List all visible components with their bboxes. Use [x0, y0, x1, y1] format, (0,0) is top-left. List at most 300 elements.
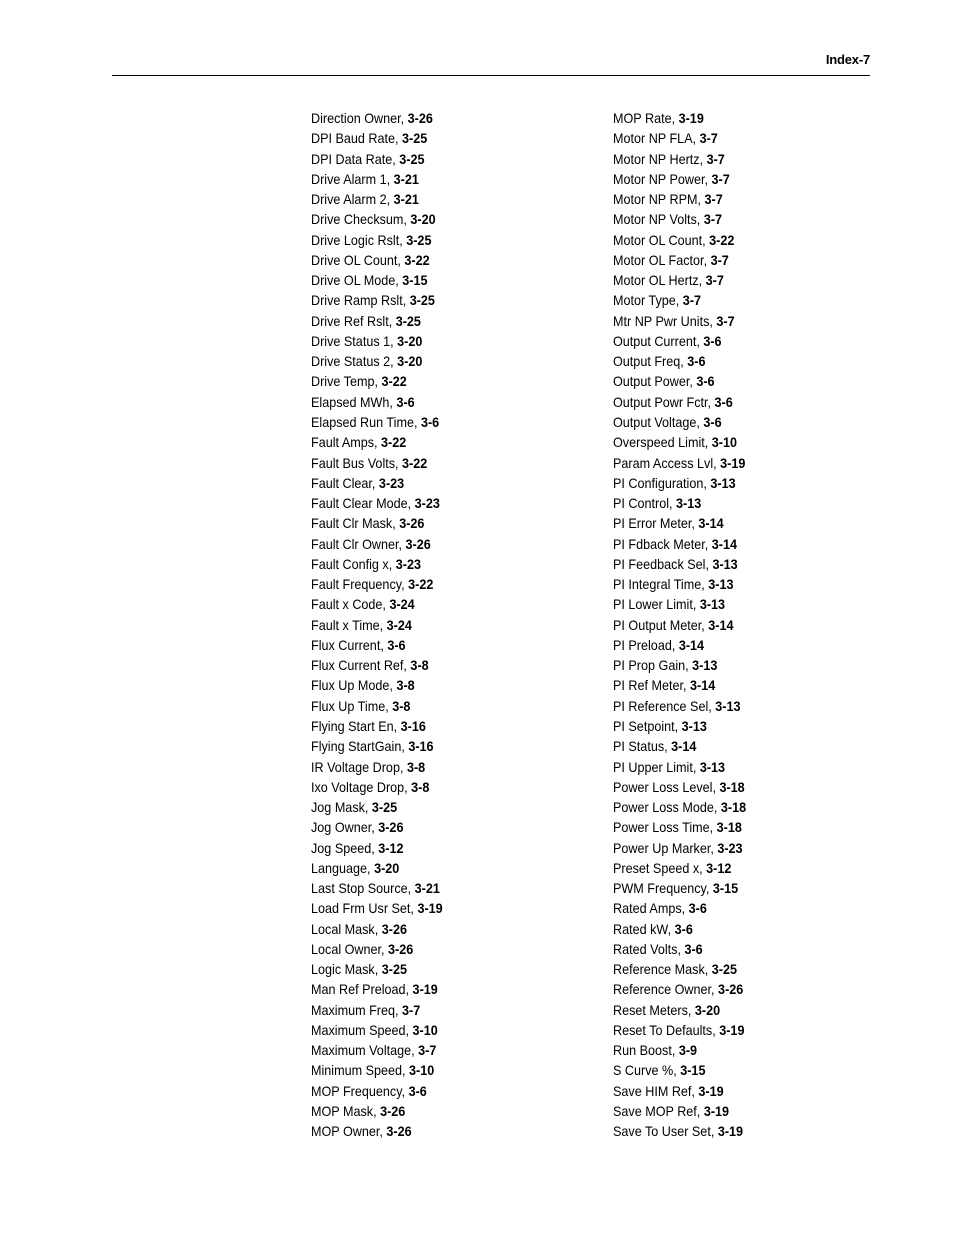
- index-term: Fault Amps,: [311, 434, 382, 451]
- index-term: Local Mask,: [311, 920, 382, 937]
- index-page-ref: 3-7: [402, 1001, 421, 1018]
- index-page-ref: 3-6: [703, 413, 722, 430]
- index-entry: [311, 1101, 443, 1121]
- index-entry: [613, 331, 746, 351]
- index-term: Local Owner,: [311, 940, 389, 957]
- index-term: Flux Up Mode,: [311, 677, 397, 694]
- index-entry: [613, 1020, 746, 1040]
- index-page-ref: 3-21: [414, 880, 440, 897]
- index-page-ref: 3-22: [709, 231, 735, 248]
- index-page-ref: 3-25: [406, 231, 432, 248]
- index-page-ref: 3-19: [703, 1103, 730, 1120]
- index-term: PI Prop Gain,: [613, 657, 693, 674]
- index-page-ref: 3-19: [412, 981, 438, 998]
- index-term: Preset Speed x,: [613, 859, 707, 876]
- index-entry: [311, 270, 443, 290]
- index-term: Direction Owner,: [311, 110, 408, 126]
- index-entry: [311, 311, 443, 331]
- index-page-ref: 3-9: [678, 1042, 698, 1059]
- index-entry: [613, 675, 746, 695]
- index-page-ref: 3-7: [699, 130, 718, 147]
- index-entry: [613, 189, 746, 209]
- index-term: Output Current,: [613, 332, 704, 349]
- index-term: Drive Ref Rslt,: [311, 312, 396, 329]
- index-term: Elapsed MWh,: [311, 393, 397, 410]
- index-term: Output Power,: [613, 373, 697, 390]
- index-page-ref: 3-18: [719, 778, 745, 795]
- index-term: PI Error Meter,: [613, 515, 699, 532]
- index-entry: [311, 230, 443, 250]
- index-entry: [613, 412, 746, 432]
- index-term: Motor NP Volts,: [613, 211, 704, 228]
- index-term: PI Integral Time,: [613, 576, 709, 593]
- index-page-ref: 3-7: [705, 272, 724, 289]
- index-page-ref: 3-8: [392, 697, 411, 714]
- index-entry: [311, 675, 443, 695]
- index-page-ref: 3-22: [381, 434, 407, 451]
- index-page-ref: 3-8: [406, 758, 426, 775]
- index-entry: [311, 716, 443, 736]
- index-term: S Curve %,: [613, 1062, 681, 1079]
- index-entry: [613, 817, 746, 837]
- index-page-ref: 3-19: [698, 1082, 724, 1099]
- index-page-ref: 3-22: [404, 251, 430, 268]
- index-page-ref: 3-22: [408, 576, 434, 593]
- index-page-ref: 3-6: [684, 940, 703, 957]
- index-page-ref: 3-13: [681, 717, 707, 734]
- index-page-ref: 3-6: [420, 413, 440, 430]
- index-page-ref: 3-15: [712, 880, 739, 897]
- index-page-ref: 3-26: [718, 981, 744, 998]
- index-entry: [311, 1020, 443, 1040]
- index-term: Motor OL Hertz,: [613, 272, 706, 289]
- index-term: Elapsed Run Time,: [311, 413, 421, 430]
- index-term: Power Loss Mode,: [613, 799, 721, 816]
- index-page-ref: 3-13: [699, 758, 726, 775]
- index-entry: [311, 412, 443, 432]
- index-term: Fault Frequency,: [311, 576, 409, 593]
- index-entry: [311, 655, 443, 675]
- index-entry: [311, 209, 443, 229]
- index-term: Drive Status 1,: [311, 332, 398, 349]
- index-page-ref: 3-26: [405, 535, 431, 552]
- index-page-ref: 3-20: [397, 353, 423, 370]
- index-term: Motor OL Factor,: [613, 251, 711, 268]
- index-entry: [613, 615, 746, 635]
- index-entry: [311, 838, 443, 858]
- index-page-ref: 3-19: [417, 900, 443, 917]
- index-entry: [311, 858, 443, 878]
- index-page-ref: 3-6: [696, 373, 715, 390]
- index-term: Drive Status 2,: [311, 353, 398, 370]
- index-entry: [311, 797, 443, 817]
- index-page-ref: 3-13: [676, 495, 702, 512]
- index-entry: [311, 1040, 443, 1060]
- index-entry: [311, 979, 443, 999]
- index-page-ref: 3-13: [710, 474, 736, 491]
- index-page-ref: 3-13: [715, 697, 741, 714]
- index-page-ref: 3-23: [414, 495, 440, 512]
- index-term: Save HIM Ref,: [613, 1082, 699, 1099]
- index-term: Drive OL Count,: [311, 251, 405, 268]
- index-term: PI Reference Sel,: [613, 697, 716, 714]
- index-term: Run Boost,: [613, 1042, 679, 1059]
- index-entry: [311, 615, 443, 635]
- index-term: Jog Owner,: [311, 819, 379, 836]
- index-page-ref: 3-13: [712, 555, 738, 572]
- index-entry: [613, 453, 746, 473]
- index-term: Flying StartGain,: [311, 738, 409, 755]
- index-entry: [311, 736, 443, 756]
- index-entry: [613, 230, 746, 250]
- index-page-ref: 3-26: [381, 920, 407, 937]
- index-page-ref: 3-23: [395, 555, 421, 572]
- index-entry: [311, 331, 443, 351]
- index-page-ref: 3-26: [407, 110, 433, 126]
- index-term: MOP Mask,: [311, 1103, 381, 1120]
- index-page-ref: 3-14: [690, 677, 716, 694]
- index-page-ref: 3-8: [396, 677, 415, 694]
- index-term: Fault Clear,: [311, 474, 379, 491]
- index-term: MOP Rate,: [613, 110, 679, 126]
- index-entry: [311, 959, 443, 979]
- index-entry: [613, 898, 746, 918]
- index-entry: [311, 594, 443, 614]
- index-entry: [311, 635, 443, 655]
- index-entry: [311, 149, 443, 169]
- index-page-ref: 3-23: [378, 474, 405, 491]
- index-page-ref: 3-20: [410, 211, 436, 228]
- index-entry: [311, 128, 443, 148]
- index-term: Power Up Marker,: [613, 839, 718, 856]
- index-term: Output Freq,: [613, 353, 688, 370]
- index-term: Motor NP Power,: [613, 170, 712, 187]
- index-entry: [311, 777, 443, 797]
- index-term: PI Feedback Sel,: [613, 555, 713, 572]
- index-term: Mtr NP Pwr Units,: [613, 312, 717, 329]
- index-term: Fault Bus Volts,: [311, 454, 403, 471]
- index-entry: [311, 574, 443, 594]
- index-term: Fault Clr Mask,: [311, 515, 400, 532]
- index-entry: [613, 1000, 746, 1020]
- index-term: PI Fdback Meter,: [613, 535, 712, 552]
- index-page-ref: 3-6: [396, 393, 415, 410]
- index-term: IR Voltage Drop,: [311, 758, 407, 775]
- index-term: Rated Amps,: [613, 900, 689, 917]
- index-entry: [311, 757, 443, 777]
- index-term: PI Output Meter,: [613, 616, 709, 633]
- index-page-ref: 3-8: [410, 657, 429, 674]
- index-term: Fault Clr Owner,: [311, 535, 406, 552]
- index-page-ref: 3-14: [708, 616, 734, 633]
- index-page-ref: 3-7: [703, 211, 723, 228]
- index-entry: [613, 554, 746, 574]
- index-entry: [613, 696, 746, 716]
- index-page-ref: 3-7: [710, 251, 729, 268]
- index-entry: [613, 939, 746, 959]
- index-entry: [613, 371, 746, 391]
- index-term: Language,: [311, 859, 375, 876]
- index-page-ref: 3-7: [711, 170, 730, 187]
- index-term: Reset To Defaults,: [613, 1021, 720, 1038]
- index-page-ref: 3-15: [680, 1062, 706, 1079]
- index-entry: [311, 493, 443, 513]
- index-page-ref: 3-6: [688, 900, 707, 917]
- index-entry: [613, 290, 746, 310]
- index-term: Motor NP RPM,: [613, 191, 705, 208]
- index-page-ref: 3-7: [706, 150, 725, 167]
- index-entry: [613, 858, 746, 878]
- index-page-ref: 3-6: [674, 920, 693, 937]
- index-page-ref: 3-26: [378, 819, 404, 836]
- index-term: Ixo Voltage Drop,: [311, 778, 412, 795]
- index-term: Rated kW,: [613, 920, 675, 937]
- index-page-ref: 3-26: [399, 515, 425, 532]
- index-term: Rated Volts,: [613, 940, 685, 957]
- index-page-ref: 3-21: [393, 191, 419, 208]
- index-term: Man Ref Preload,: [311, 981, 413, 998]
- index-term: PI Ref Meter,: [613, 677, 691, 694]
- index-page-ref: 3-12: [706, 859, 732, 876]
- index-page-ref: 3-25: [399, 150, 425, 167]
- index-entry: [613, 250, 746, 270]
- index-entry: [613, 270, 746, 290]
- index-term: Drive Temp,: [311, 373, 382, 390]
- index-term: Motor OL Count,: [613, 231, 710, 248]
- index-entry: [311, 878, 443, 898]
- index-page-ref: 3-20: [694, 1001, 721, 1018]
- index-term: Jog Mask,: [311, 799, 372, 816]
- index-page-ref: 3-6: [687, 353, 706, 370]
- index-page-ref: 3-20: [397, 332, 423, 349]
- index-entry: [311, 1081, 443, 1101]
- index-entry: [613, 594, 746, 614]
- index-page-ref: 3-22: [381, 373, 407, 390]
- index-entry: [613, 473, 746, 493]
- index-page-ref: 3-26: [388, 940, 414, 957]
- index-term: MOP Frequency,: [311, 1082, 409, 1099]
- index-term: Output Powr Fctr,: [613, 393, 715, 410]
- index-entry: [613, 655, 746, 675]
- index-entry: [613, 878, 746, 898]
- index-term: PI Control,: [613, 495, 677, 512]
- index-entry: [311, 189, 443, 209]
- index-entry: [613, 1040, 746, 1060]
- index-entry: [311, 1000, 443, 1020]
- index-entry: [613, 736, 746, 756]
- index-column-left: [311, 108, 457, 1142]
- index-page-ref: 3-13: [708, 576, 734, 593]
- index-entry: [613, 108, 746, 128]
- index-term: Flux Up Time,: [311, 697, 393, 714]
- index-term: PI Configuration,: [613, 474, 711, 491]
- index-entry: [311, 108, 443, 128]
- index-entry: [613, 838, 746, 858]
- index-term: Drive OL Mode,: [311, 272, 403, 289]
- index-column-right: [613, 108, 761, 1142]
- index-entry: [613, 797, 746, 817]
- index-term: Flux Current,: [311, 636, 388, 653]
- index-entry: [311, 534, 443, 554]
- index-page-ref: 3-26: [386, 1123, 412, 1140]
- index-entry: [613, 1121, 746, 1141]
- index-entry: [311, 939, 443, 959]
- page-label: Index-7: [825, 52, 870, 67]
- index-entry: [613, 635, 746, 655]
- index-page-ref: 3-19: [720, 454, 746, 471]
- index-entry: [311, 919, 443, 939]
- index-term: PI Preload,: [613, 636, 679, 653]
- index-term: Fault x Code,: [311, 596, 390, 613]
- index-entry: [311, 169, 443, 189]
- index-entry: [613, 574, 746, 594]
- index-term: Maximum Freq,: [311, 1001, 403, 1018]
- index-term: Drive Checksum,: [311, 211, 411, 228]
- index-page-ref: 3-16: [408, 738, 434, 755]
- index-page-ref: 3-19: [719, 1021, 745, 1038]
- index-entry: [613, 169, 746, 189]
- index-entry: [613, 716, 746, 736]
- index-page-ref: 3-6: [387, 636, 406, 653]
- index-entry: [613, 209, 746, 229]
- index-entry: [613, 392, 746, 412]
- index-page-ref: 3-7: [682, 292, 702, 309]
- index-term: PI Upper Limit,: [613, 758, 700, 775]
- index-term: Save To User Set,: [613, 1123, 718, 1140]
- index-entry: [613, 128, 746, 148]
- index-page-ref: 3-26: [380, 1103, 406, 1120]
- index-page-ref: 3-14: [698, 515, 724, 532]
- index-term: Logic Mask,: [311, 961, 382, 978]
- index-page-ref: 3-12: [378, 839, 404, 856]
- index-page-ref: 3-14: [671, 738, 697, 755]
- index-page-ref: 3-19: [678, 110, 704, 126]
- index-page-ref: 3-15: [402, 272, 428, 289]
- index-entry: [613, 351, 746, 371]
- index-term: Overspeed Limit,: [613, 434, 712, 451]
- index-page-ref: 3-7: [418, 1042, 437, 1059]
- index-page-ref: 3-18: [716, 819, 742, 836]
- index-entry: [311, 554, 443, 574]
- index-page-ref: 3-6: [714, 393, 733, 410]
- index-page-ref: 3-25: [402, 130, 428, 147]
- index-entry: [311, 392, 443, 412]
- index-entry: [613, 777, 746, 797]
- index-entry: [613, 432, 746, 452]
- index-page-ref: 3-6: [408, 1082, 427, 1099]
- index-term: PI Lower Limit,: [613, 596, 700, 613]
- index-page-ref: 3-8: [411, 778, 430, 795]
- index-page-ref: 3-24: [386, 616, 412, 633]
- index-term: Power Loss Time,: [613, 819, 717, 836]
- index-page-ref: 3-10: [711, 434, 737, 451]
- index-term: Reference Owner,: [613, 981, 719, 998]
- index-page-ref: 3-10: [412, 1021, 438, 1038]
- index-term: Param Access Lvl,: [613, 454, 721, 471]
- index-entry: [613, 149, 746, 169]
- index-term: Jog Speed,: [311, 839, 379, 856]
- index-page-ref: 3-25: [711, 961, 737, 978]
- index-page-ref: 3-19: [717, 1123, 744, 1140]
- header-rule: [112, 75, 870, 76]
- index-page-ref: 3-10: [409, 1062, 435, 1079]
- index-term: Drive Logic Rslt,: [311, 231, 407, 248]
- index-term: Reference Mask,: [613, 961, 712, 978]
- index-page-ref: 3-25: [381, 961, 407, 978]
- index-page-ref: 3-18: [720, 799, 747, 816]
- index-term: DPI Data Rate,: [311, 150, 400, 167]
- index-page-ref: 3-23: [717, 839, 743, 856]
- index-entry: [311, 432, 443, 452]
- index-term: Power Loss Level,: [613, 778, 720, 795]
- index-page-ref: 3-24: [389, 596, 415, 613]
- index-term: Output Voltage,: [613, 413, 704, 430]
- index-entry: [311, 351, 443, 371]
- index-entry: [613, 1060, 746, 1080]
- index-entry: [311, 290, 443, 310]
- index-term: Flux Current Ref,: [311, 657, 411, 674]
- index-entry: [613, 513, 746, 533]
- index-entry: [613, 919, 746, 939]
- index-page-ref: 3-6: [703, 332, 722, 349]
- index-entry: [613, 1081, 746, 1101]
- index-term: Reset Meters,: [613, 1001, 695, 1018]
- index-entry: [311, 817, 443, 837]
- index-page-ref: 3-7: [716, 312, 735, 329]
- index-term: Load Frm Usr Set,: [311, 900, 418, 917]
- index-term: Maximum Speed,: [311, 1021, 413, 1038]
- index-entry: [311, 453, 443, 473]
- index-entry: [311, 898, 443, 918]
- index-entry: [613, 979, 746, 999]
- index-entry: [311, 513, 443, 533]
- index-entry: [311, 473, 443, 493]
- index-entry: [613, 959, 746, 979]
- index-term: Motor NP FLA,: [613, 130, 700, 147]
- index-term: Drive Alarm 1,: [311, 170, 394, 187]
- index-entry: [311, 1121, 443, 1141]
- index-term: PWM Frequency,: [613, 880, 713, 897]
- index-page-ref: 3-7: [704, 191, 723, 208]
- index-entry: [613, 534, 746, 554]
- index-entry: [613, 311, 746, 331]
- index-entry: [311, 1060, 443, 1080]
- index-term: PI Status,: [613, 738, 672, 755]
- index-page-ref: 3-16: [400, 717, 426, 734]
- index-page-ref: 3-25: [395, 312, 421, 329]
- index-page-ref: 3-14: [678, 636, 705, 653]
- index-term: Fault Config x,: [311, 555, 396, 572]
- index-term: Fault x Time,: [311, 616, 387, 633]
- index-page-ref: 3-13: [699, 596, 726, 613]
- index-term: Maximum Voltage,: [311, 1042, 419, 1059]
- index-page-ref: 3-21: [393, 170, 419, 187]
- index-page-ref: 3-22: [402, 454, 428, 471]
- index-term: Drive Ramp Rslt,: [311, 292, 410, 309]
- index-page-ref: 3-25: [371, 799, 398, 816]
- index-term: Motor NP Hertz,: [613, 150, 707, 167]
- index-term: Minimum Speed,: [311, 1062, 410, 1079]
- index-term: Fault Clear Mode,: [311, 495, 415, 512]
- index-term: PI Setpoint,: [613, 717, 682, 734]
- index-term: Save MOP Ref,: [613, 1103, 704, 1120]
- index-page-ref: 3-25: [409, 292, 435, 309]
- index-entry: [613, 493, 746, 513]
- index-term: MOP Owner,: [311, 1123, 387, 1140]
- index-term: DPI Baud Rate,: [311, 130, 403, 147]
- index-page-ref: 3-13: [692, 657, 718, 674]
- index-entry: [311, 371, 443, 391]
